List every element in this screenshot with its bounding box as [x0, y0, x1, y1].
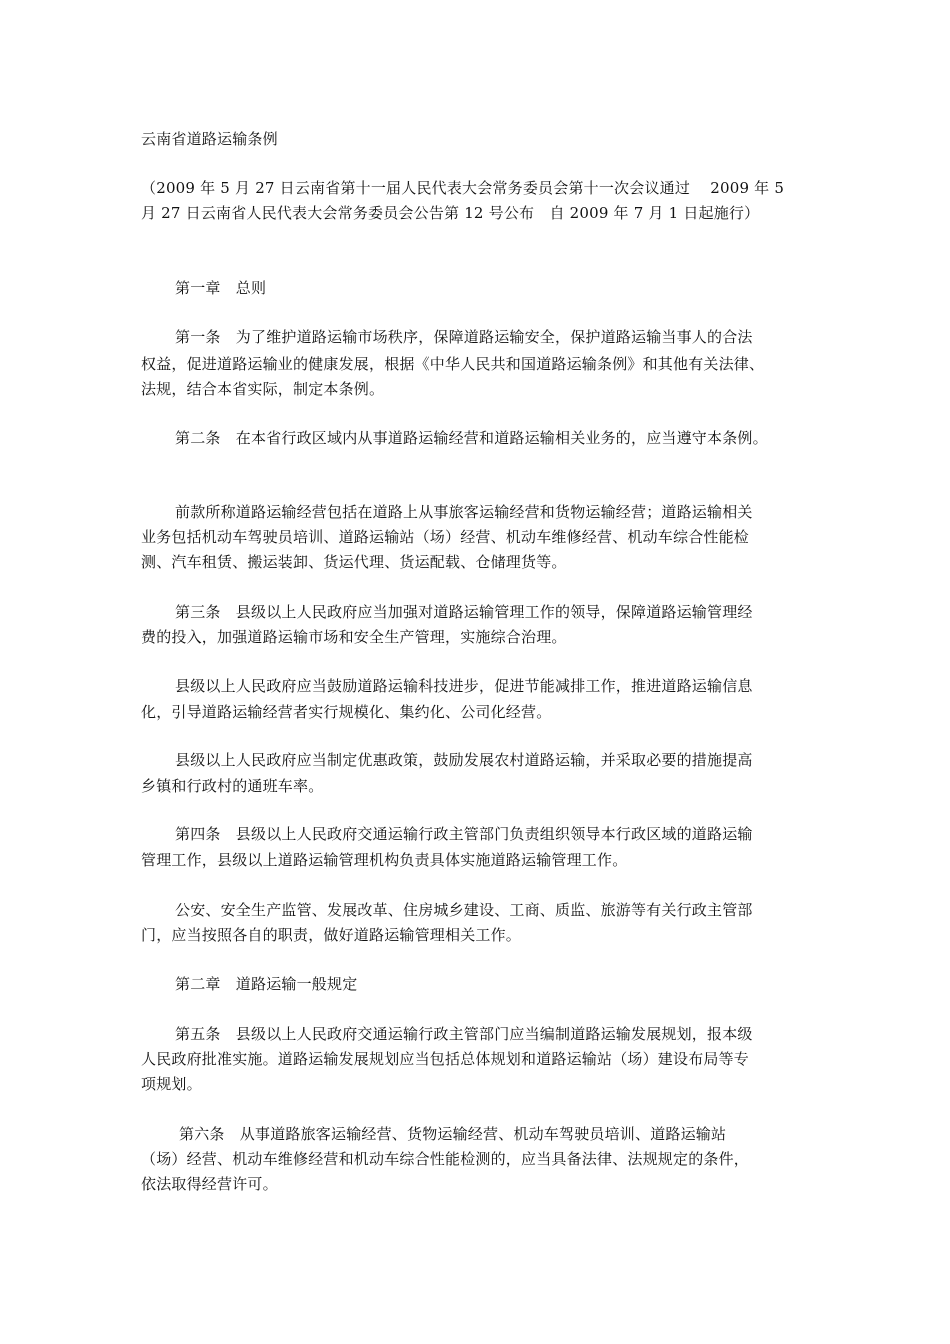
chapter-1-heading: 第一章 总则 — [175, 279, 267, 297]
article-4-para-2-line-1: 公安、安全生产监管、发展改革、住房城乡建设、工商、质监、旅游等有关行政主管部 — [175, 901, 753, 919]
preamble-line-1: （2009 年 5 月 27 日云南省第十一届人民代表大会常务委员会第十一次会议通过 2009 年 5 — [141, 179, 785, 197]
article-4-para-2-line-2: 门，应当按照各自的职责，做好道路运输管理相关工作。 — [141, 926, 522, 944]
article-3-line-1: 第三条 县级以上人民政府应当加强对道路运输管理工作的领导，保障道路运输管理经 — [175, 603, 753, 621]
article-3-para-3-line-1: 县级以上人民政府应当制定优惠政策，鼓励发展农村道路运输，并采取必要的措施提高 — [175, 751, 753, 769]
article-5-line-2: 人民政府批准实施。道路运输发展规划应当包括总体规划和道路运输站（场）建设布局等专 — [141, 1050, 750, 1068]
preamble-line-2: 月 27 日云南省人民代表大会常务委员会公告第 12 号公布 自 2009 年 7 月 1 日起施行） — [141, 204, 760, 222]
document-title: 云南省道路运输条例 — [141, 130, 278, 148]
article-6-line-1: 第六条 从事道路旅客运输经营、货物运输经营、机动车驾驶员培训、道路运输站 — [179, 1125, 727, 1143]
article-3-para-3-line-2: 乡镇和行政村的通班车率。 — [141, 777, 324, 795]
article-2-para-2-line-2: 业务包括机动车驾驶员培训、道路运输站（场）经营、机动车维修经营、机动车综合性能检 — [141, 528, 750, 546]
article-1-line-3: 法规，结合本省实际，制定本条例。 — [141, 380, 385, 398]
article-2-para-2-line-1: 前款所称道路运输经营包括在道路上从事旅客运输经营和货物运输经营；道路运输相关 — [175, 503, 753, 521]
article-4-line-2: 管理工作，县级以上道路运输管理机构负责具体实施道路运输管理工作。 — [141, 851, 628, 869]
article-1-line-1: 第一条 为了维护道路运输市场秩序，保障道路运输安全，保护道路运输当事人的合法 — [175, 328, 753, 346]
article-1-line-2: 权益，促进道路运输业的健康发展，根据《中华人民共和国道路运输条例》和其他有关法律、 — [141, 355, 765, 373]
article-2-para-2-line-3: 测、汽车租赁、搬运装卸、货运代理、货运配载、仓储理货等。 — [141, 553, 567, 571]
article-4-line-1: 第四条 县级以上人民政府交通运输行政主管部门负责组织领导本行政区域的道路运输 — [175, 825, 753, 843]
article-3-para-2-line-2: 化，引导道路运输经营者实行规模化、集约化、公司化经营。 — [141, 703, 552, 721]
chapter-2-heading: 第二章 道路运输一般规定 — [175, 975, 358, 993]
article-2-line-1: 第二条 在本省行政区域内从事道路运输经营和道路运输相关业务的，应当遵守本条例。 — [175, 429, 768, 447]
article-6-line-3: 依法取得经营许可。 — [141, 1175, 278, 1193]
article-5-line-3: 项规划。 — [141, 1075, 202, 1093]
article-6-line-2: （场）经营、机动车维修经营和机动车综合性能检测的，应当具备法律、法规规定的条件， — [141, 1150, 750, 1168]
article-3-para-2-line-1: 县级以上人民政府应当鼓励道路运输科技进步，促进节能减排工作，推进道路运输信息 — [175, 677, 753, 695]
article-5-line-1: 第五条 县级以上人民政府交通运输行政主管部门应当编制道路运输发展规划，报本级 — [175, 1025, 753, 1043]
article-3-line-2: 费的投入，加强道路运输市场和安全生产管理，实施综合治理。 — [141, 628, 567, 646]
